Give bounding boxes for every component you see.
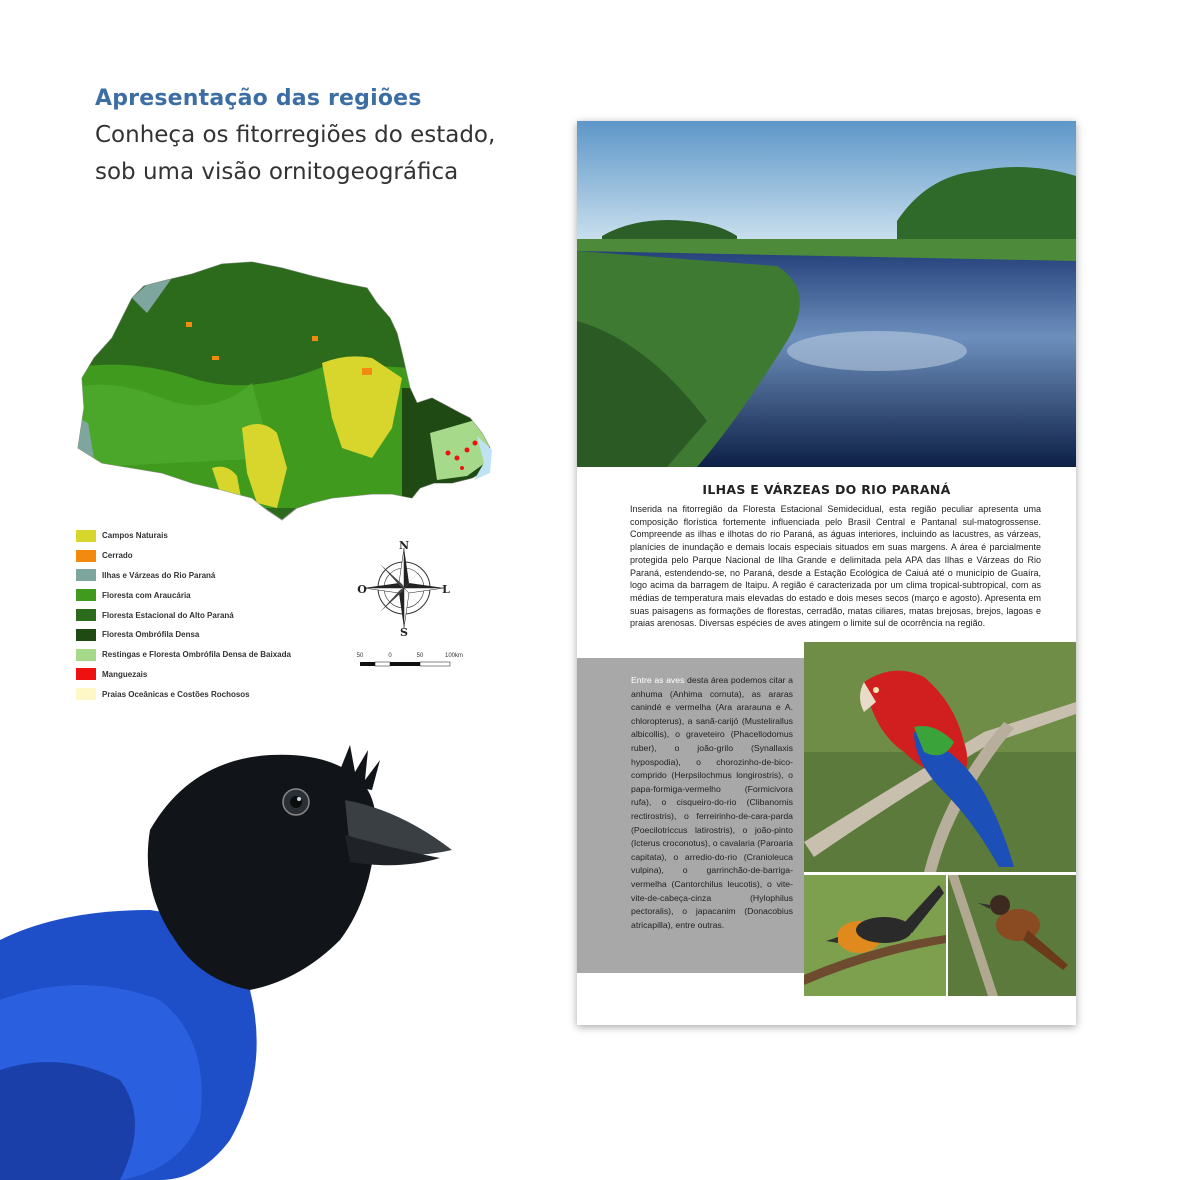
bird-illustration [0,740,460,1180]
legend-label: Praias Oceânicas e Costões Rochosos [102,689,250,699]
legend-swatch [76,569,96,581]
macaw-photo [804,642,1076,872]
compass-north-label: N [398,539,410,552]
birds-text [631,674,793,932]
legend-swatch [76,550,96,562]
birds-lead: Entre as aves [631,675,685,685]
section-subtitle: Conheça os fitorregiões do estado, sob uma visão ornitogeográfica [95,122,496,185]
scale-tick: 50 [356,653,364,659]
page-heading [95,86,515,191]
legend-item [76,585,376,605]
card-title: ILHAS E VÁRZEAS DO RIO PARANÁ [702,482,951,497]
legend-swatch [76,649,96,661]
antbird-photo [804,875,946,996]
scale-bar [356,650,468,672]
legend-item [76,625,376,645]
card-body-text: Inserida na fitorregião da Floresta Estacional Semidecidual, esta região peculiar apresenta uma composição florística fortemente influenciada pelo Brasil Central e Pantanal sul-matogrossense. Compreende as ilhas e ilhotas do rio Paraná, as águas interiores, incluindo as lacustres, as várzeas, planícies de inundação e demais locais especiais situados em suas margens. A área é parcialmente protegida pelo Parque Nacional de Ilha Grande e delimitada pela APA das Ilhas e Várzeas do Rio Paraná, estendendo-se, no Paraná, desde a Estação Ecológica de Caiuá até o município de Guaíra, logo acima da barragem de Itaipu. A região é caracterizada por um clima tropical-subtropical, com as médias de temperatura mais elevadas do estado e dois meses secos (março e agosto). Apresenta em suas paisagens as formações de florestas, cerradão, matas ciliares, matas brejosas, brejos, lagoas e praias arenosas. Diversas espécies de aves atingem o limite sul de ocorrência na região. [630,504,1041,629]
legend-label: Floresta Ombrófila Densa [102,630,200,640]
legend-label: Manguezais [102,669,148,679]
legend-swatch [76,530,96,542]
compass-rose-icon [352,536,456,640]
legend-label: Ilhas e Várzeas do Rio Paraná [102,570,216,580]
legend-swatch [76,609,96,621]
compass-east-label: L [442,583,450,596]
compass-south-label: S [400,626,408,639]
legend-swatch [76,629,96,641]
wetland-landscape-photo [577,121,1076,467]
birds-list-text: desta área podemos citar a anhuma (Anhima cornuta), as araras canindé e vermelha (Ara ararauna e A. chloropterus), a sanã-carijó (Mustelirallus albicollis), o graveteiro (Phacellodomus ruber), o joão-grilo (Synallaxis hypospodia), o chorozinho-de-bico-comprido (Herpsilochmus longirostris), o papa-formiga-vermelho (Formicivora rufa), o cisqueiro-do-rio (Clibanornis rectirostris), o ferreirinho-de-cara-parda (Poecilotriccus latirostris), o joão-pinto (Icterus croconotus), o cavalaria (Paroaria capitata), o arredio-do-rio (Cranioleuca vulpina), o garrinchão-de-barriga-vermelha (Cantorchilus leucotis), o vite-vite-de-cabeça-cinza (Hylophilus pectoralis), o japacanim (Donacobius atricapilla), entre outras. [631,675,793,930]
scale-tick: 50 [416,653,424,659]
legend-item [76,605,376,625]
legend-item [76,566,376,586]
region-card [577,121,1076,1025]
compass-west-label: O [357,583,367,596]
map-legend [76,526,376,704]
legend-item [76,526,376,546]
legend-label: Campos Naturais [102,531,168,541]
legend-label: Restingas e Floresta Ombrófila Densa de Baixada [102,650,291,660]
legend-label: Floresta com Araucária [102,590,191,600]
legend-item [76,645,376,665]
legend-item [76,684,376,704]
legend-swatch [76,589,96,601]
legend-item [76,665,376,685]
scale-tick: 100km [444,653,464,659]
legend-swatch [76,668,96,680]
scale-tick: 0 [388,653,392,659]
section-kicker: Apresentação das regiões [95,86,422,111]
legend-label: Floresta Estacional do Alto Paraná [102,610,234,620]
wren-photo [948,875,1076,996]
legend-item [76,546,376,566]
legend-label: Cerrado [102,551,133,561]
legend-swatch [76,688,96,700]
parana-vegetation-map [72,258,502,528]
